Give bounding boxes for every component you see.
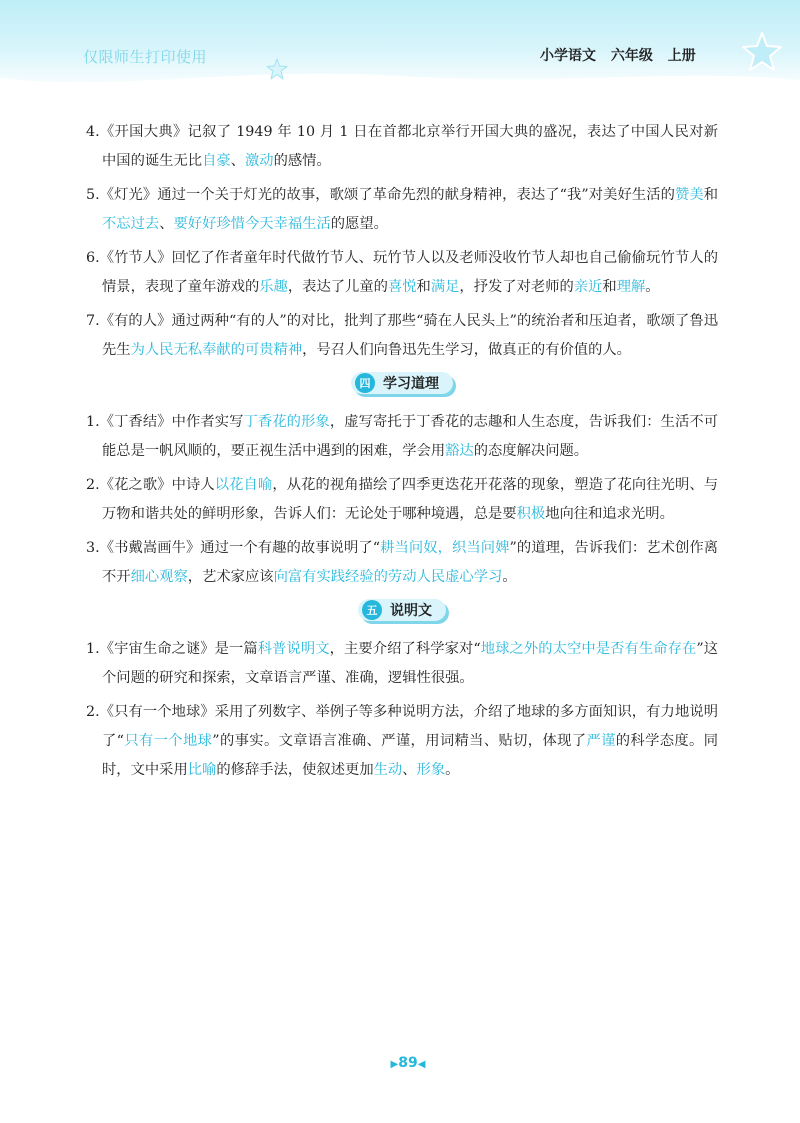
list-item (86, 244, 718, 302)
highlighted-answer: 要好好珍惜今天幸福生活 (173, 216, 331, 232)
highlighted-answer: 形象 (416, 762, 446, 778)
paragraph-text: 、 (230, 153, 245, 169)
paragraph-text: ，表达了儿童的 (287, 279, 388, 295)
list-item (86, 698, 718, 785)
list-item (86, 408, 718, 466)
paragraph-text: 、 (402, 762, 417, 778)
paragraph-text: ，艺术家应该 (187, 569, 274, 585)
paragraph-text: 2.《只有一个地球》采用了列数字、举例子等多种说明方法，介绍了地球的多方面知识，有力地说明了“ (86, 704, 718, 749)
section-tag (358, 599, 446, 621)
page-number-value: 89 (398, 1055, 418, 1071)
paragraph-text: 5.《灯光》通过一个关于灯光的故事，歌颂了革命先烈的献身精神，表达了“我”对美好生活的 (86, 187, 675, 203)
highlighted-answer: 满足 (430, 279, 460, 295)
main-content (86, 118, 718, 790)
list-item (86, 471, 718, 529)
paragraph-text: 6.《竹节人》回忆了作者童年时代做竹节人、玩竹节人以及老师没收竹节人却也自己偷偷玩竹节人的情景，表现了童年游戏的 (86, 250, 718, 295)
highlighted-answer: 积极 (516, 506, 546, 522)
highlighted-answer: 只有一个地球 (123, 733, 213, 749)
paragraph-text: ，号召人们向鲁迅先生学习，做真正的有价值的人。 (302, 342, 631, 358)
highlighted-answer: 亲近 (573, 279, 603, 295)
paragraph-text: ”的事实。文章语言准确、严谨，用词精当、贴切，体现了 (212, 733, 587, 749)
paragraph-text: 3.《书戴嵩画牛》通过一个有趣的故事说明了“ (86, 540, 381, 556)
summary-list (86, 118, 718, 365)
section-tag (351, 372, 453, 394)
paragraph-text: 和 (602, 279, 617, 295)
section-number-badge: 四 (355, 373, 375, 393)
paragraph-text: 7.《有的人》通过两种“有的人”的对比，批判了那些“骑在人民头上”的统治者和压迫者，歌颂了鲁迅先生 (86, 313, 718, 358)
highlighted-answer: 理解 (616, 279, 646, 295)
section-title: 学习道理 (383, 376, 439, 392)
paragraph-text: 的修辞手法，使叙述更加 (216, 762, 374, 778)
highlighted-answer: 耕当问奴，织当问婢 (380, 540, 510, 556)
list-item (86, 534, 718, 592)
highlighted-answer: 严谨 (586, 733, 616, 749)
paragraph-text: 的感情。 (273, 153, 331, 169)
paragraph-text: 的态度解决问题。 (473, 443, 589, 459)
highlighted-answer: 喜悦 (387, 279, 417, 295)
list-item (86, 635, 718, 693)
highlighted-answer: 不忘过去 (102, 216, 160, 232)
star-icon (740, 30, 784, 74)
highlighted-answer: 比喻 (187, 762, 217, 778)
section-heading (86, 597, 718, 629)
paragraph-text: 1.《宇宙生命之谜》是一篇 (86, 641, 258, 657)
highlighted-answer: 地球之外的太空中是否有生命存在 (480, 641, 697, 657)
highlighted-answer: 为人民无私奉献的可贵精神 (130, 342, 303, 358)
highlighted-answer: 科普说明文 (257, 641, 330, 657)
chevron-left-icon: ◀ (417, 1059, 426, 1070)
highlighted-answer: 豁达 (445, 443, 474, 459)
subject-label: 小学语文 六年级 上册 (540, 48, 696, 64)
paragraph-text: 和 (416, 279, 431, 295)
paragraph-text: 和 (703, 187, 718, 203)
list-item (86, 118, 718, 176)
paragraph-text: 地向往和追求光明。 (545, 506, 674, 522)
highlighted-answer: 自豪 (202, 153, 231, 169)
paragraph-text: 2.《花之歌》中诗人 (86, 477, 215, 493)
highlighted-answer: 丁香花的形象 (243, 414, 330, 430)
paragraph-text: ，虚写寄托于丁香花的志趣和人生态度，告诉我们：生活不可能总是一帆风顺的，要正视生活中遇到的困难，学会用 (102, 414, 719, 459)
paragraph-text: ”的道理，告诉我们：艺术创作离不开 (102, 540, 719, 585)
highlighted-answer: 向富有实践经验的劳动人民虚心学习 (273, 569, 503, 585)
highlighted-answer: 赞美 (674, 187, 704, 203)
watermark-text: 仅限师生打印使用 (83, 48, 208, 66)
paragraph-text: ，从花的视角描绘了四季更迭花开花落的现象，塑造了花向往光明、与万物和谐共处的鲜明形象，告诉人们：无论处于哪种境遇，总是要 (102, 477, 719, 522)
section-list (86, 408, 718, 592)
highlighted-answer: 生动 (373, 762, 403, 778)
highlighted-answer: 以花自喻 (214, 477, 273, 493)
star-icon (266, 58, 288, 80)
section-list (86, 635, 718, 785)
highlighted-answer: 细心观察 (130, 569, 188, 585)
highlighted-answer: 乐趣 (259, 279, 288, 295)
list-item (86, 181, 718, 239)
paragraph-text: 、 (159, 216, 174, 232)
section-heading (86, 370, 718, 402)
paragraph-text: 。 (645, 279, 660, 295)
paragraph-text: ”这个问题的研究和探索，文章语言严谨、准确，逻辑性很强。 (102, 641, 719, 686)
paragraph-text: 。 (445, 762, 460, 778)
page-number (380, 1055, 436, 1071)
paragraph-text: 的愿望。 (330, 216, 388, 232)
paragraph-text: 4.《开国大典》记叙了 1949 年 10 月 1 日在首都北京举行开国大典的盛况，表达了中国人民对新中国的诞生无比 (86, 124, 718, 169)
paragraph-text: ，抒发了对老师的 (459, 279, 574, 295)
paragraph-text: 的科学态度。同时，文中采用 (102, 733, 719, 778)
list-item (86, 307, 718, 365)
section-title: 说明文 (390, 603, 432, 619)
paragraph-text: 1.《丁香结》中作者实写 (86, 414, 244, 430)
highlighted-answer: 激动 (244, 153, 274, 169)
paragraph-text: ，主要介绍了科学家对“ (329, 641, 481, 657)
chevron-right-icon: ▶ (390, 1059, 399, 1070)
section-number-badge: 五 (362, 600, 382, 620)
paragraph-text: 。 (502, 569, 517, 585)
